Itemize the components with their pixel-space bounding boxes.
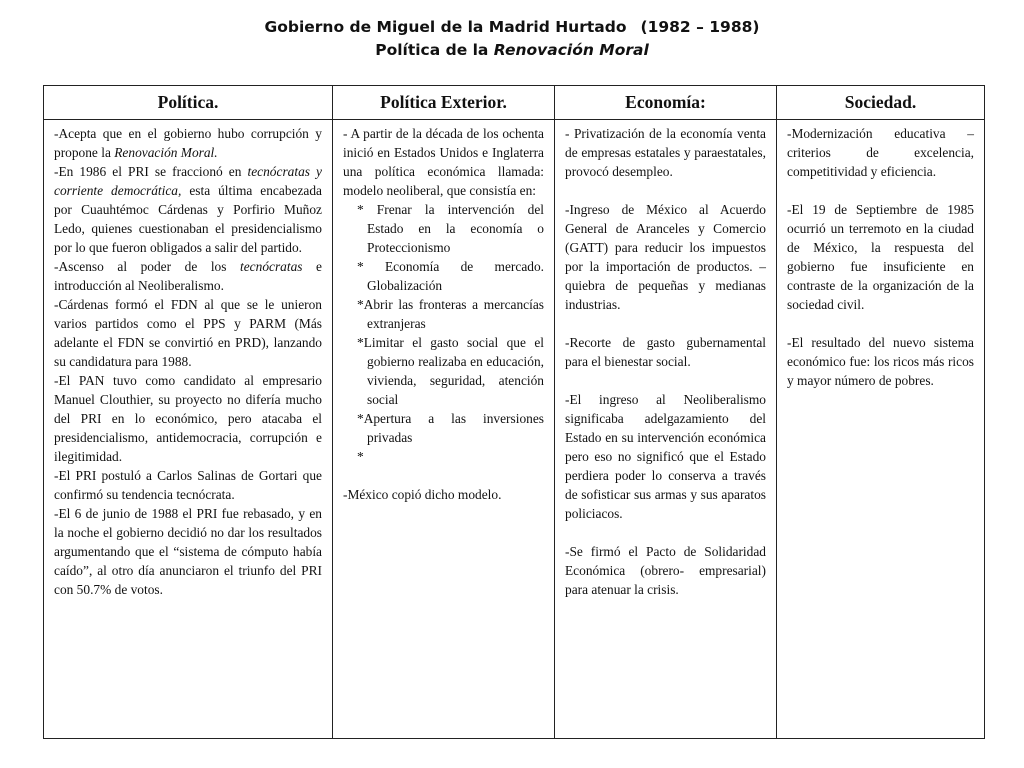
politica-item-1-italic: Renovación Moral.	[114, 145, 218, 160]
cell-politica	[44, 120, 333, 739]
economia-paragraph: -Recorte de gasto gubernamental para el bienestar social.	[565, 335, 766, 369]
title-line-2	[0, 39, 1024, 62]
politica-item-2-text: -En 1986 el PRI se fraccionó en	[54, 164, 248, 179]
politica-item-2-rest: esta última encabezada por Cuauhtémoc Cárdenas y Porfirio Muñoz Ledo, quienes cuestionaban el presidencialismo por lo que fueron obligados a salir del partido.	[54, 183, 322, 255]
politica-item: -El PAN tuvo como candidato al empresario Manuel Clouthier, su proyecto no difería mucho del PRI en lo económico, pero atacaba el presidencialismo, antidemocracia, corrupción e ilegitimidad.	[54, 373, 322, 464]
exterior-intro: - A partir de la década de los ochenta inició en Estados Unidos e Inglaterra una política económica llamada: modelo neoliberal, que consistía en:	[343, 126, 544, 198]
politica-item-2-italic: tecnócratas y corriente democrática,	[54, 164, 322, 198]
exterior-bullet: * Economía de mercado. Globalización	[357, 259, 544, 293]
header-politica: Política.	[44, 86, 333, 120]
title-line-1	[0, 16, 1024, 39]
politica-item-3-text: -Ascenso al poder de los	[54, 259, 241, 274]
politica-item	[54, 124, 322, 162]
header-politica-exterior: Política Exterior.	[333, 86, 555, 120]
summary-table	[43, 85, 985, 739]
politica-item: -El 6 de junio de 1988 el PRI fue rebasado, y en la noche el gobierno decidió no dar los resultados argumentando que el “sistema de cómputo había caído”, al otro día anunciaron el triunfo del PRI con 50.7% de votos.	[54, 506, 322, 597]
sociedad-paragraph: -Modernización educativa – criterios de excelencia, competitividad y eficiencia.	[787, 126, 974, 179]
exterior-bullet: *Abrir las fronteras a mercancías extranjeras	[357, 297, 544, 331]
politica-item-3-italic: tecnócratas	[240, 259, 303, 274]
economia-paragraph: -Se firmó el Pacto de Solidaridad Económica (obrero- empresarial) para atenuar la crisis.	[565, 544, 766, 597]
sociedad-paragraph: -El 19 de Septiembre de 1985 ocurrió un terremoto en la ciudad de México, la respuesta del gobierno fue insuficiente en contraste de la organización de la sociedad civil.	[787, 202, 974, 312]
cell-economia	[555, 120, 777, 739]
sociedad-paragraph: -El resultado del nuevo sistema económico fue: los ricos más ricos y mayor número de pobres.	[787, 335, 974, 388]
economia-paragraph: -El ingreso al Neoliberalismo significaba adelgazamiento del Estado en su intervención económica pero eso no significó que el Estado perdiera poder lo conserva a través de sofisticar sus armas y sus aparatos policiacos.	[565, 392, 766, 521]
politica-item	[54, 162, 322, 257]
header-sociedad: Sociedad.	[777, 86, 985, 120]
title-line-2-prefix: Política de la	[375, 41, 494, 59]
title-name: Gobierno de Miguel de la Madrid Hurtado	[264, 18, 627, 36]
exterior-bullet: *	[357, 449, 364, 464]
politica-item-1-text: -Acepta que en el gobierno hubo corrupción y propone la	[54, 126, 322, 160]
header-economia: Economía:	[555, 86, 777, 120]
economia-paragraph: - Privatización de la economía venta de empresas estatales y paraestatales, provocó desempleo.	[565, 126, 766, 179]
exterior-bullet: *Apertura a las inversiones privadas	[357, 411, 544, 445]
politica-item: -El PRI postuló a Carlos Salinas de Gortari que confirmó su tendencia tecnócrata.	[54, 468, 322, 502]
politica-item-3-rest: e introducción al Neoliberalismo.	[54, 259, 322, 293]
title-line-2-italic: Renovación Moral	[493, 41, 649, 59]
economia-paragraph: -Ingreso de México al Acuerdo General de Aranceles y Comercio (GATT) para reducir los impuestos por la importación de productos. – quiebra de pequeñas y medianas industrias.	[565, 202, 766, 312]
politica-item	[54, 257, 322, 295]
cell-politica-exterior	[333, 120, 555, 739]
politica-item: -Cárdenas formó el FDN al que se le unieron varios partidos como el PPS y PARM (Más adelante el FDN se convirtió en PRD), lanzando su candidatura para 1988.	[54, 297, 322, 369]
header-row	[44, 86, 985, 120]
cell-sociedad	[777, 120, 985, 739]
exterior-bullet: *Limitar el gasto social que el gobierno realizaba en educación, vivienda, seguridad, atención social	[357, 335, 544, 407]
content-row	[44, 120, 985, 739]
exterior-bullet: * Frenar la intervención del Estado en la economía o Proteccionismo	[357, 202, 544, 255]
title-years: (1982 – 1988)	[640, 18, 760, 36]
exterior-conclusion: -México copió dicho modelo.	[343, 487, 502, 502]
page-title	[0, 16, 1024, 62]
